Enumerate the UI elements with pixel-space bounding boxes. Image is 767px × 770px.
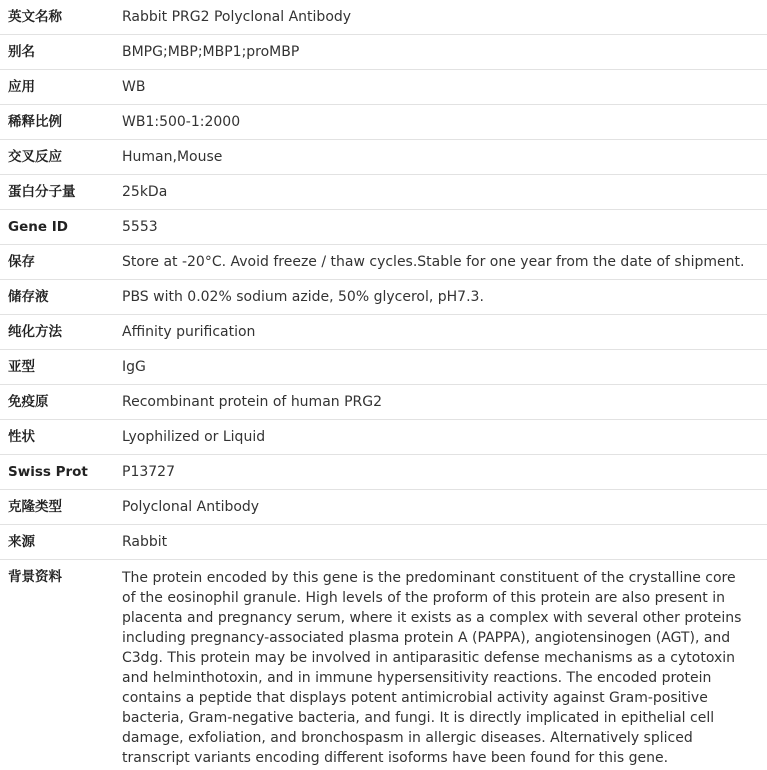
spec-value: PBS with 0.02% sodium azide, 50% glycerol, pH7.3. xyxy=(122,280,767,315)
spec-row-purification xyxy=(0,315,767,350)
spec-row-background xyxy=(0,560,767,769)
spec-value: P13727 xyxy=(122,455,767,490)
spec-label: 背景资料 xyxy=(8,569,62,585)
spec-row-reactivity xyxy=(0,140,767,175)
spec-value: Rabbit PRG2 Polyclonal Antibody xyxy=(122,0,767,35)
spec-value: Polyclonal Antibody xyxy=(122,490,767,525)
spec-row-isotype xyxy=(0,350,767,385)
spec-label: 应用 xyxy=(0,70,122,105)
spec-value: Affinity purification xyxy=(122,315,767,350)
spec-label: 稀释比例 xyxy=(0,105,122,140)
background-description: The protein encoded by this gene is the predominant constituent of the crystalline core of the eosinophil granule. High levels of the proform of this protein are also present in placenta and pregnancy serum, where it exists as a complex with several other proteins including pregnancy-associated plasma protein A (PAPPA), angiotensinogen (AGT), and C3dg. This protein may be involved in antiparasitic defense mechanisms as a cytotoxin and helminthotoxin, and in immune hypersensitivity reactions. The encoded protein contains a peptide that displays potent antimicrobial activity against Gram-positive bacteria, Gram-negative bacteria, and fungi. It is directly implicated in epithelial cell damage, exfoliation, and bronchospasm in allergic diseases. Alternatively spliced transcript variants encoding different isoforms have been found for this gene. xyxy=(122,570,742,766)
spec-value: Store at -20°C. Avoid freeze / thaw cycles.Stable for one year from the date of shipment. xyxy=(122,245,767,280)
spec-label: 性状 xyxy=(0,420,122,455)
spec-label: 别名 xyxy=(0,35,122,70)
spec-row-alias xyxy=(0,35,767,70)
spec-row-buffer xyxy=(0,280,767,315)
spec-value: Rabbit xyxy=(122,525,767,560)
spec-value: WB1:500-1:2000 xyxy=(122,105,767,140)
spec-value: 5553 xyxy=(122,210,767,245)
spec-row-clonality xyxy=(0,490,767,525)
spec-row-molecular-weight xyxy=(0,175,767,210)
spec-value: BMPG;MBP;MBP1;proMBP xyxy=(122,35,767,70)
spec-row-immunogen xyxy=(0,385,767,420)
spec-label: 保存 xyxy=(0,245,122,280)
spec-label: 蛋白分子量 xyxy=(0,175,122,210)
spec-label: Gene ID xyxy=(0,210,122,245)
spec-label: 来源 xyxy=(0,525,122,560)
spec-label: 克隆类型 xyxy=(0,490,122,525)
spec-row-english-name xyxy=(0,0,767,35)
spec-row-application xyxy=(0,70,767,105)
spec-label: 免疫原 xyxy=(0,385,122,420)
spec-label: 交叉反应 xyxy=(0,140,122,175)
spec-value: WB xyxy=(122,70,767,105)
spec-value: Lyophilized or Liquid xyxy=(122,420,767,455)
spec-row-swiss-prot xyxy=(0,455,767,490)
spec-row-host xyxy=(0,525,767,560)
spec-label: 纯化方法 xyxy=(0,315,122,350)
spec-row-form xyxy=(0,420,767,455)
spec-value: Recombinant protein of human PRG2 xyxy=(122,385,767,420)
spec-row-dilution xyxy=(0,105,767,140)
spec-label: 英文名称 xyxy=(0,0,122,35)
spec-value: Human,Mouse xyxy=(122,140,767,175)
spec-row-storage xyxy=(0,245,767,280)
spec-label: Swiss Prot xyxy=(0,455,122,490)
spec-label: 储存液 xyxy=(0,280,122,315)
spec-label: 亚型 xyxy=(0,350,122,385)
spec-row-gene-id xyxy=(0,210,767,245)
spec-value: IgG xyxy=(122,350,767,385)
spec-value: 25kDa xyxy=(122,175,767,210)
